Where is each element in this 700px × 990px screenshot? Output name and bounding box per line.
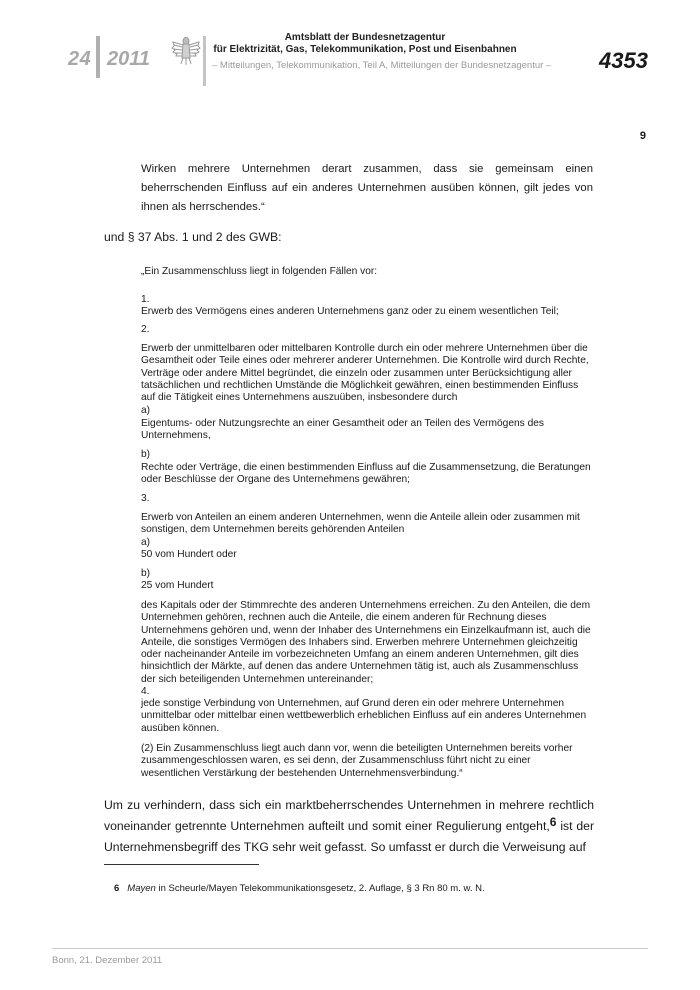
issue-year: 2011 bbox=[107, 48, 151, 70]
item-number-1: 1. bbox=[141, 294, 150, 305]
footnote-number: 6 bbox=[114, 883, 120, 894]
item-number-4: 4. bbox=[141, 686, 150, 697]
item-number-3: 3. bbox=[141, 493, 150, 504]
section-marker: 9 bbox=[639, 130, 646, 142]
gazette-title bbox=[200, 32, 530, 56]
intro-quote: Wirken mehrere Unternehmen derart zusammen, dass sie gemeinsam einen beherrschenden Einfluss auf ein anderes Unternehmen ausüben können, gilt jedes von ihnen als herrschendes.“ bbox=[141, 163, 593, 213]
body-paragraph bbox=[104, 795, 594, 858]
subitem-label-2b: b) bbox=[141, 449, 151, 460]
page-number: 4353 bbox=[599, 48, 648, 73]
body-text-after: ist der Unternehmensbegriff des TKG sehr weit gefasst. So umfasst er durch die Verweisung auf bbox=[104, 819, 595, 854]
item-text-3: Erwerb von Anteilen an einem anderen Unternehmen, wenn die Anteile allein oder zusammen mit sonstigen, dem Unternehmen bereits gehörenden Anteilen bbox=[141, 512, 580, 536]
footnote-reference[interactable]: 6 bbox=[549, 815, 557, 829]
header-divider bbox=[96, 36, 100, 78]
footer-date: Bonn, 21. Dezember 2011 bbox=[52, 955, 163, 966]
subitem-text-3a: 50 vom Hundert oder bbox=[141, 549, 237, 560]
issue-number: 24 bbox=[68, 48, 92, 70]
item-text-2: Erwerb der unmittelbaren oder mittelbaren Kontrolle durch ein oder mehrere Unternehmen über die Gesamtheit oder Teile eines oder mehrerer anderer Unternehmen. Die Kontrolle wird durch Rechte, Verträge oder andere Mittel begründet, die einzeln oder zusammen unter Berücksichtigung aller tatsächlichen und rechtlichen Umstände die Möglichkeit gewähren, einen bestimmenden Einfluss auf die Tätigkeit eines Unternehmens auszuüben, insbesondere durch bbox=[141, 343, 589, 404]
footnote-author: Mayen bbox=[127, 883, 156, 894]
subitem-label-3a: a) bbox=[141, 537, 151, 548]
item-text-4: jede sonstige Verbindung von Unternehmen, auf Grund deren ein oder mehrere Unternehmen unmittelbar oder mittelbar einen wettbewerblich erheblichen Einfluss auf ein anderes Unternehmen ausüben können. bbox=[141, 698, 587, 734]
footnote-text: in Scheurle/Mayen Telekommunikationsgesetz, 2. Auflage, § 3 Rn 80 m. w. N. bbox=[155, 883, 485, 894]
subitem-label-2a: a) bbox=[141, 405, 151, 416]
item-text-1: Erwerb des Vermögens eines anderen Unternehmens ganz oder zu einem wesentlichen Teil; bbox=[141, 306, 559, 317]
quote-opening: „Ein Zusammenschluss liegt in folgenden Fällen vor: bbox=[141, 266, 378, 277]
subitem-label-3b: b) bbox=[141, 568, 151, 579]
body-text-before: Um zu verhindern, dass sich ein marktbeherrschendes Unternehmen in mehrere rechtlich voneinander getrennte Unternehmen aufteilt und somit einer Regulierung entgeht, bbox=[104, 798, 594, 833]
footnote-divider bbox=[104, 864, 259, 865]
footnote bbox=[114, 883, 485, 894]
intro-line: und § 37 Abs. 1 und 2 des GWB: bbox=[104, 230, 282, 244]
footer-divider bbox=[52, 948, 648, 949]
gazette-title-line1: Amtsblatt der Bundesnetzagentur bbox=[284, 32, 446, 43]
item-number-2: 2. bbox=[141, 324, 150, 335]
subitem-text-3b: 25 vom Hundert bbox=[141, 580, 214, 591]
gazette-title-line2: für Elektrizität, Gas, Telekommunikation, Post und Eisenbahnen bbox=[213, 44, 517, 55]
federal-eagle-icon bbox=[171, 34, 201, 68]
gazette-subtitle: – Mitteilungen, Telekommunikation, Teil A, Mitteilungen der Bundesnetzagentur – bbox=[212, 60, 552, 71]
subitem-text-2b: Rechte oder Verträge, die einen bestimmenden Einfluss auf die Zusammensetzung, die Beratungen oder Beschlüsse der Organe des Unternehmens gewähren; bbox=[141, 462, 591, 486]
item-text-3-continued: des Kapitals oder der Stimmrechte des anderen Unternehmens erreichen. Zu den Anteilen, die dem Unternehmen gehören, rechnen auch die Anteile, die einem anderen für Rechnung dieses Unternehmens gehören und, wenn der Inhaber des Unternehmens ein Einzelkaufmann ist, auch die Anteile, die sonstiges Vermögen des Inhabers sind. Erwerben mehrere Unternehmen gleichzeitig oder nacheinander Anteile im vorbezeichneten Umfang an einem anderen Unternehmen, gilt dies hinsichtlich der Märkte, auf denen das andere Unternehmen tätig ist, auch als Zusammenschluss der sich beteiligenden Unternehmen untereinander; bbox=[141, 600, 591, 685]
subitem-text-2a: Eigentums- oder Nutzungsrechte an einer Gesamtheit oder an Teilen des Vermögens des Unternehmens, bbox=[141, 418, 545, 442]
paragraph-2: (2) Ein Zusammenschluss liegt auch dann vor, wenn die beteiligten Unternehmen bereits vorher zusammengeschlossen waren, es sei denn, der Zusammenschluss führt nicht zu einer wesentlichen Verstärkung der bestehenden Unternehmensverbindung.“ bbox=[141, 743, 573, 779]
